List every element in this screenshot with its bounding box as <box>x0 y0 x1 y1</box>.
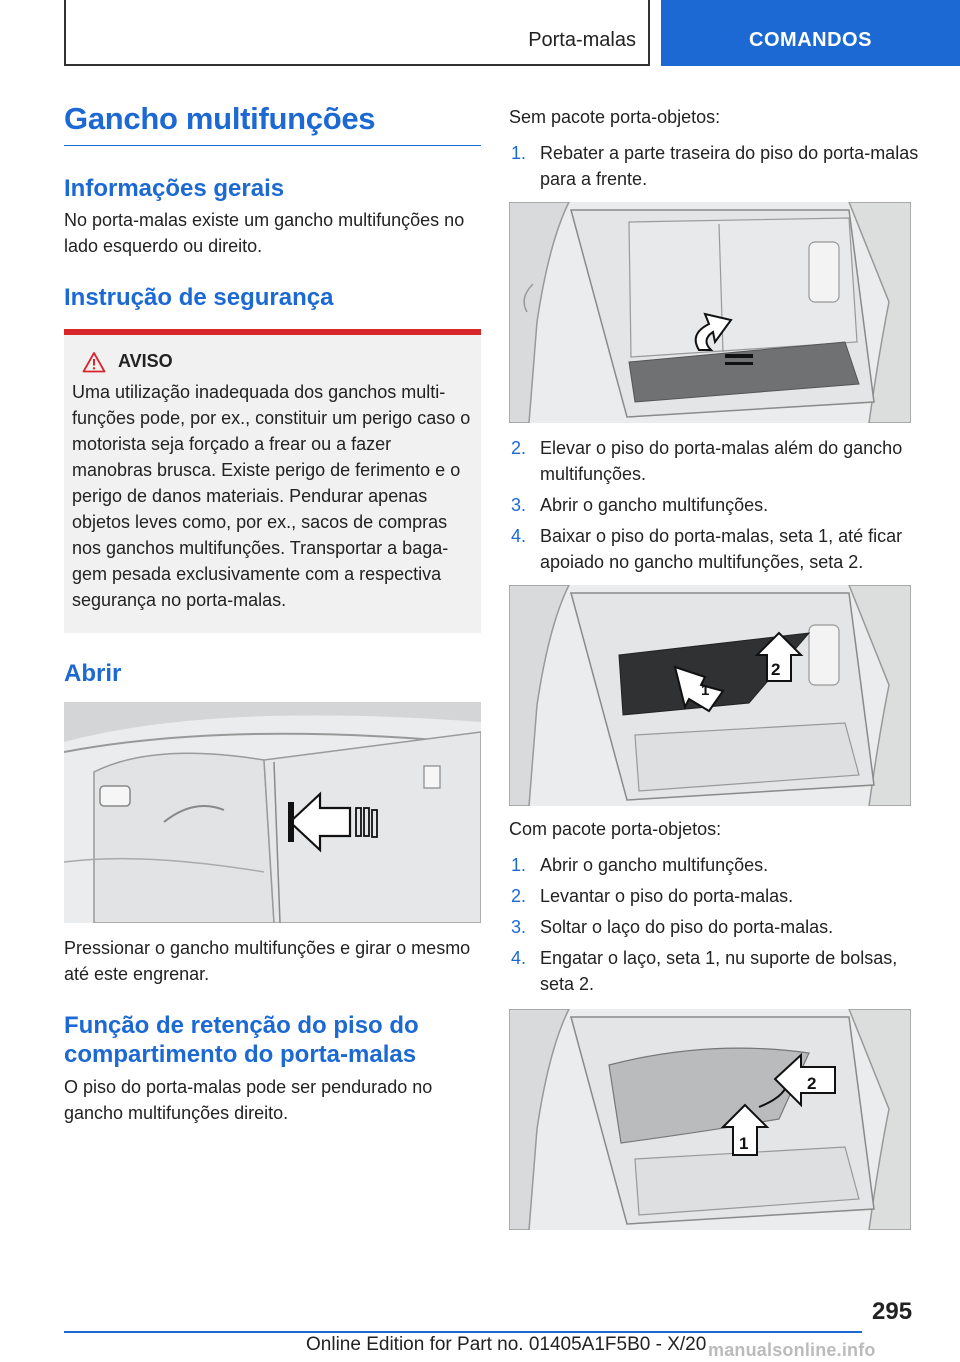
figure-loop-hook <box>509 1009 911 1230</box>
svg-text:1: 1 <box>739 1134 749 1153</box>
warning-box <box>64 335 481 633</box>
list-item: 1. Abrir o gancho multifunções. <box>511 855 769 875</box>
page-title: Gancho multifunções <box>64 100 481 146</box>
without-pack-label: Sem pacote porta-objetos: <box>509 107 721 127</box>
open-text: Pressionar o gancho multifunções e girar o mesmo até este engrenar. <box>64 937 471 984</box>
list-item: 3. Soltar o laço do piso do porta-malas. <box>511 917 834 937</box>
footer-edition: Online Edition for Part no. 01405A1F5B0 - X/20 <box>306 1334 707 1355</box>
svg-text:1: 1 <box>701 682 710 699</box>
list-item: 4. Baixar o piso do porta-malas, seta 1, até ficar apoiado no gancho multifunções, seta 2. <box>511 526 903 572</box>
list-item: 3. Abrir o gancho multifunções. <box>511 495 769 515</box>
list-item: 2. Levantar o piso do porta-malas. <box>511 886 794 906</box>
left-column <box>64 100 481 1126</box>
header-box <box>64 0 650 66</box>
warning-title: AVISO <box>118 351 173 372</box>
without-pack-steps-a <box>509 140 925 192</box>
list-item: 2. Elevar o piso do porta-malas além do gancho multifunções. <box>511 438 903 484</box>
with-pack-label: Com pacote porta-objetos: <box>509 819 722 839</box>
figure-floor-fold <box>509 202 911 423</box>
safety-heading: Instrução de segurança <box>64 284 334 312</box>
open-heading: Abrir <box>64 659 122 687</box>
without-pack-steps-b <box>509 435 925 575</box>
list-item: 1. Rebater a parte traseira do piso do porta-malas para a frente. <box>511 143 919 189</box>
svg-text:2: 2 <box>771 660 781 679</box>
warning-triangle-icon <box>82 351 106 373</box>
warning-header <box>72 351 473 373</box>
retention-text: O piso do porta-malas pode ser pendurado no gancho multifunções direito. <box>64 1076 433 1123</box>
svg-text:2: 2 <box>807 1074 817 1093</box>
right-column <box>509 104 925 1230</box>
figure-floor-lower <box>509 585 911 806</box>
warning-text: Uma utilização inadequada dos ganchos multifunções pode, por ex., constituir um perigo caso o motorista seja forçado a frear ou a fazer manobras brusca. Existe perigo de ferimento e o perigo de danos materiais. Pendurar apenas objetos leves como, por ex., sacos de compras nos ganchos multifunções. Transportar a bagagem pesada exclusivamente com a respectiva segurança no porta-malas. <box>72 381 471 610</box>
general-heading: Informações gerais <box>64 175 285 203</box>
page-number: 295 <box>872 1298 913 1325</box>
general-text: No porta-malas existe um gancho multifunções no lado esquerdo ou direito. <box>64 210 465 257</box>
with-pack-steps <box>509 852 925 997</box>
retention-heading: Função de retenção do piso do compartimento do porta-malas <box>64 1011 419 1069</box>
list-item: 4. Engatar o laço, seta 1, nu suporte de bolsas, seta 2. <box>511 948 898 994</box>
chapter-tab[interactable]: COMANDOS <box>661 0 960 66</box>
footer-logo: manualsonline.info <box>708 1340 876 1360</box>
figure-hook-open <box>64 702 481 923</box>
section-title: Porta-malas <box>528 29 636 51</box>
footer-rule <box>64 1331 862 1333</box>
